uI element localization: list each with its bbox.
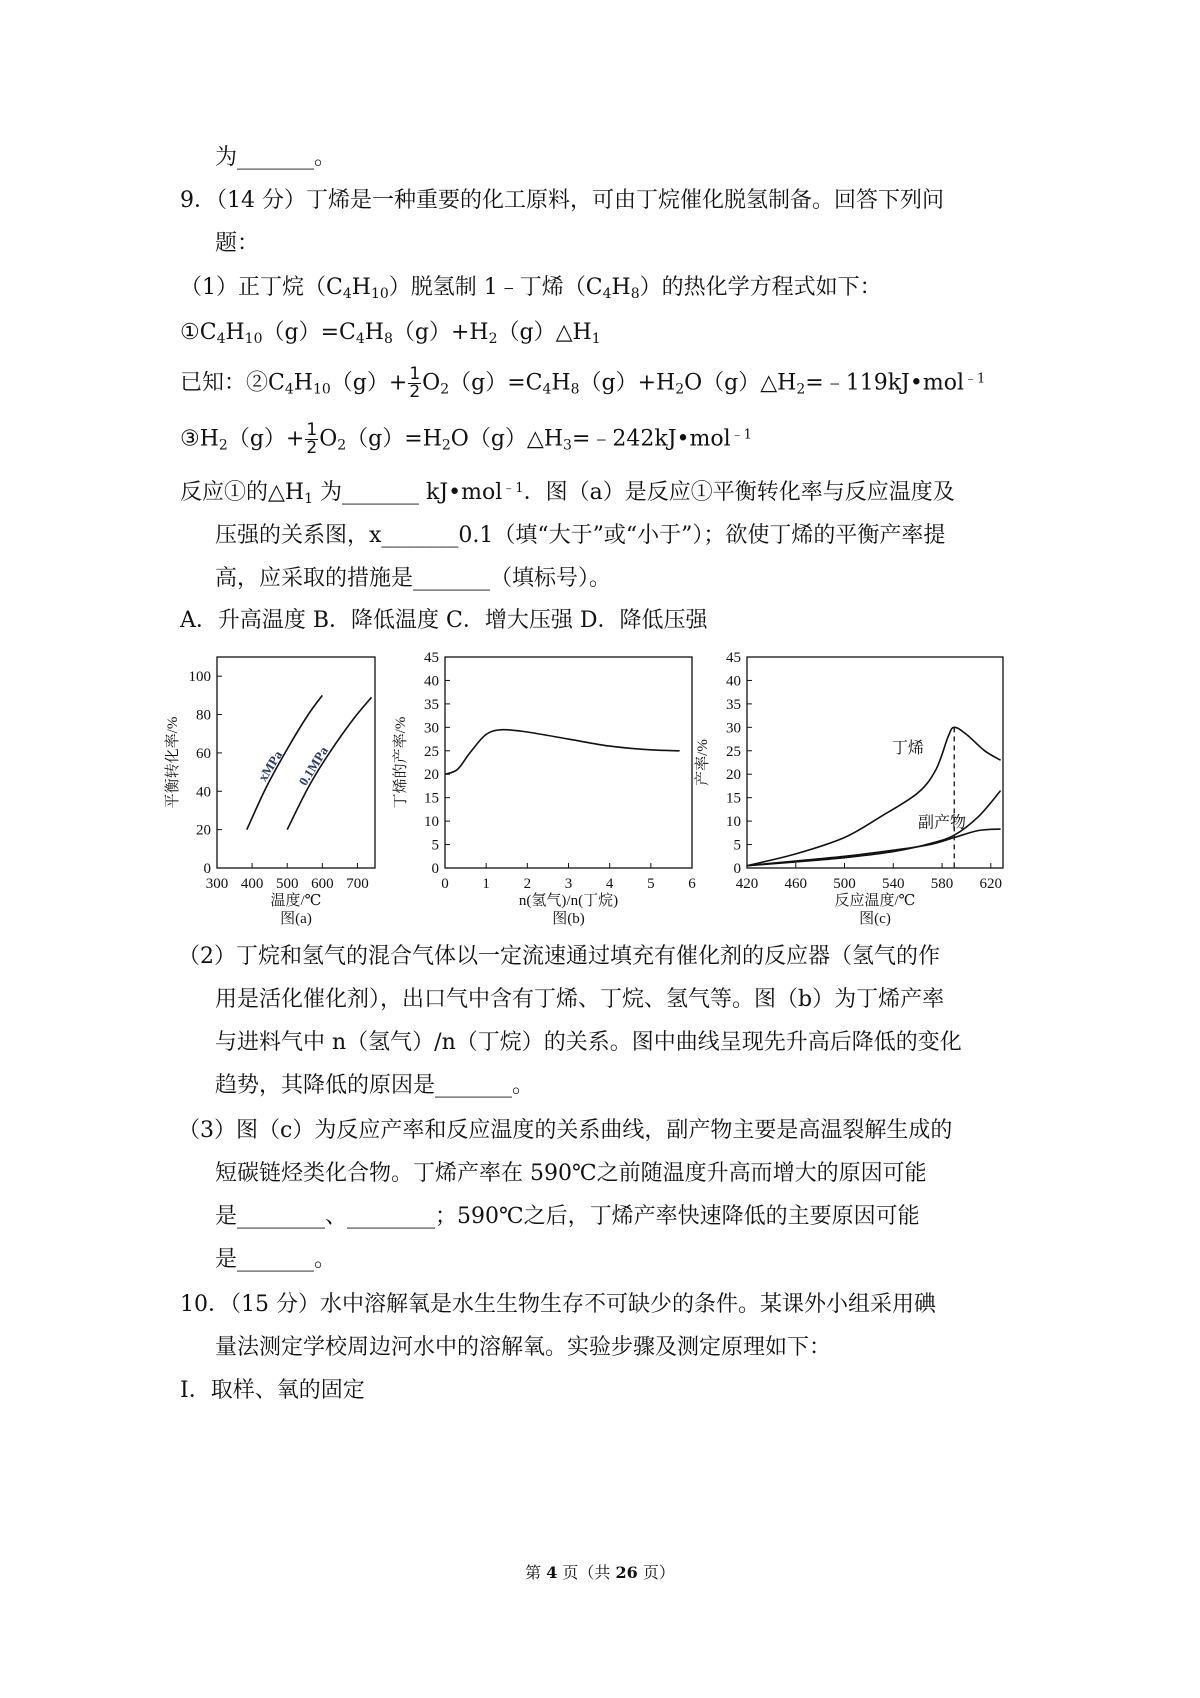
x-tick-label: 460	[784, 876, 808, 892]
equation-2	[180, 366, 985, 401]
chart-caption: 图(b)	[552, 911, 585, 927]
t: 10	[370, 286, 389, 302]
y-tick-label: 5	[431, 837, 439, 854]
x-tick-label: 2	[523, 876, 532, 892]
t: 4	[542, 381, 552, 398]
y-tick-label: 5	[733, 837, 741, 854]
figure-charts	[0, 645, 1200, 945]
x-tick-label: 500	[275, 876, 299, 892]
t: ﹣1	[963, 371, 986, 387]
chart-1	[391, 650, 696, 927]
t: O（g）△H	[450, 426, 564, 452]
t: 2	[675, 381, 685, 398]
text-line-part3: （3）图（c）为反应产率和反应温度的关系曲线，副产物主要是高温裂解生成的	[178, 1118, 953, 1143]
t: H	[351, 275, 371, 300]
x-tick-label: 580	[930, 876, 954, 892]
t: O	[422, 370, 441, 396]
y-tick-label: 15	[726, 790, 741, 807]
equation-1	[180, 318, 601, 348]
t: O	[319, 426, 338, 452]
page-footer	[0, 1560, 1200, 1583]
t: 2	[337, 437, 347, 454]
chart-0	[164, 657, 375, 927]
t: O（g）△H	[684, 370, 797, 396]
text-line-part1	[180, 273, 882, 303]
t: 已知：②C	[180, 370, 285, 396]
t: ．图（a）是反应①平衡转化率与反应温度及	[523, 480, 955, 505]
question-9-heading: 9．（14 分）丁烯是一种重要的化工原料，可由丁烷催化脱氢制备。回答下列问	[180, 188, 944, 213]
equation-3	[180, 422, 752, 457]
t: 1	[304, 491, 314, 507]
text-line: 题：	[215, 231, 260, 256]
t: 2	[796, 381, 806, 398]
t: 10	[244, 331, 263, 347]
x-axis-label: n(氢气)/n(丁烷)	[518, 893, 619, 909]
y-tick-label: 20	[726, 767, 741, 784]
t: （g）△H	[497, 320, 592, 345]
text-line: 是________、________；590℃之后，丁烯产率快速降低的主要原因可能	[215, 1204, 920, 1229]
y-axis-label: 产率/%	[695, 739, 711, 786]
t: H	[611, 275, 631, 300]
series-label-butene: 丁烯	[891, 740, 924, 758]
y-tick-label: 40	[196, 784, 211, 801]
x-tick-label: 0	[441, 876, 449, 892]
x-tick-label: 5	[647, 876, 655, 892]
t: ①C	[180, 320, 217, 345]
y-tick-label: 40	[424, 673, 439, 690]
chart-caption: 图(c)	[859, 911, 891, 927]
t: ）脱氢制 1﹣丁烯（C	[388, 275, 603, 300]
t: ﹣1	[502, 481, 524, 496]
t: H	[364, 320, 384, 345]
x-tick-label: 3	[564, 876, 573, 892]
x-tick-label: 600	[311, 876, 334, 892]
y-tick-label: 45	[726, 650, 741, 666]
t: ）的热化学方程式如下：	[639, 275, 882, 300]
footer-text: 页（共	[557, 1563, 616, 1582]
t: （g）+	[227, 426, 305, 452]
t: ③H	[180, 426, 219, 452]
y-tick-label: 100	[188, 669, 211, 686]
series-label-xmpa: xMPa	[254, 747, 286, 784]
t: 8	[383, 331, 393, 347]
y-tick-label: 35	[424, 696, 439, 713]
numerator: 1	[306, 420, 318, 440]
x-tick-label: 300	[205, 876, 229, 892]
series-line-1	[287, 697, 371, 829]
y-tick-label: 30	[424, 720, 439, 737]
series-label-byproduct: 副产物	[918, 814, 967, 832]
fraction	[305, 422, 318, 457]
x-tick-label: 6	[688, 876, 696, 892]
y-tick-label: 80	[196, 707, 211, 724]
t: 2	[218, 437, 228, 454]
x-axis-label: 温度/℃	[270, 893, 322, 909]
t: 4	[216, 331, 226, 347]
page-number: 4	[546, 1563, 558, 1582]
y-tick-label: 10	[424, 814, 439, 831]
plot-frame	[747, 657, 1003, 868]
t: （g）=C	[449, 370, 543, 396]
t: （1）正丁烷（C	[180, 275, 343, 300]
numerator: 1	[409, 364, 421, 384]
t: 4	[602, 286, 612, 302]
t: 2	[488, 331, 498, 347]
plot-frame	[445, 657, 692, 868]
t: ﹣1	[730, 427, 752, 443]
y-tick-label: 10	[726, 814, 741, 831]
t: （g）+H	[579, 370, 676, 396]
text-line: 短碳链烃类化合物。丁烯产率在 590℃之前随温度升高而增大的原因可能	[215, 1161, 927, 1186]
t: （g）=C	[262, 320, 356, 345]
t: 10	[312, 381, 331, 398]
t: 为_______ kJ•mol	[313, 480, 503, 505]
series-line-2	[747, 829, 1001, 866]
x-tick-label: 700	[346, 876, 369, 892]
chart-caption: 图(a)	[280, 911, 312, 927]
y-tick-label: 60	[196, 745, 211, 762]
text-line: 用是活化催化剂），出口气中含有丁烯、丁烷、氢气等。图（b）为丁烯产率	[215, 987, 945, 1012]
footer-text: 第	[525, 1563, 547, 1582]
x-axis-label: 反应温度/℃	[834, 893, 916, 909]
y-tick-label: 0	[203, 861, 211, 877]
chart-2	[694, 650, 1003, 927]
text-line: 压强的关系图，x_______0.1（填“大于”或“小于”）；欲使丁烯的平衡产率提	[215, 523, 946, 548]
t: （g）=H	[346, 426, 442, 452]
text-line: 趋势，其降低的原因是_______。	[215, 1073, 535, 1098]
t: 4	[342, 286, 352, 302]
t: 8	[630, 286, 640, 302]
y-tick-label: 15	[424, 790, 439, 807]
x-tick-label: 540	[882, 876, 905, 892]
text-line: 高，应采取的措施是_______（填标号）。	[215, 566, 612, 591]
y-axis-label: 丁烯的产率/%	[393, 716, 409, 809]
x-tick-label: 1	[482, 876, 490, 892]
t: 4	[284, 381, 294, 398]
t: =﹣242kJ•mol	[571, 426, 731, 452]
t: 2	[440, 381, 450, 398]
y-tick-label: 0	[733, 861, 741, 877]
y-tick-label: 0	[431, 861, 439, 877]
plot-frame	[217, 657, 375, 868]
x-tick-label: 400	[240, 876, 264, 892]
t: =﹣119kJ•mol	[805, 370, 964, 396]
x-tick-label: 4	[605, 876, 614, 892]
denominator: 2	[409, 382, 421, 402]
t: H	[551, 370, 571, 396]
fraction	[408, 366, 421, 401]
footer-text: 页）	[637, 1563, 675, 1582]
x-tick-label: 620	[979, 876, 1003, 892]
text-line	[180, 478, 955, 508]
text-line: 为_______。	[215, 145, 337, 170]
y-tick-label: 35	[726, 696, 741, 713]
y-tick-label: 25	[424, 743, 439, 760]
series-line-0	[445, 730, 680, 775]
x-tick-label: 420	[735, 876, 759, 892]
section-heading: Ⅰ．取样、氧的固定	[180, 1378, 365, 1403]
series-label-0.1mpa: 0.1MPa	[295, 743, 331, 789]
t: H	[293, 370, 313, 396]
denominator: 2	[306, 438, 318, 458]
page-total: 26	[615, 1563, 638, 1582]
y-tick-label: 20	[196, 822, 211, 839]
x-tick-label: 500	[833, 876, 856, 892]
y-tick-label: 30	[726, 720, 741, 737]
y-tick-label: 20	[424, 767, 439, 784]
y-axis-label: 平衡转化率/%	[165, 716, 181, 809]
series-line-0	[747, 727, 1001, 865]
t: （g）+	[330, 370, 408, 396]
t: 4	[355, 331, 365, 347]
text-line: 是_______。	[215, 1247, 337, 1272]
question-10-heading: 10．（15 分）水中溶解氧是水生生物生存不可缺少的条件。某课外小组采用碘	[180, 1292, 936, 1317]
t: 反应①的△H	[180, 480, 305, 505]
y-tick-label: 25	[726, 743, 741, 760]
t: 3	[563, 437, 572, 454]
t: 8	[570, 381, 580, 398]
t: 1	[591, 331, 601, 347]
answer-options: A．升高温度 B．降低温度 C．增大压强 D．降低压强	[180, 608, 708, 633]
t: （g）+H	[392, 320, 489, 345]
text-line: 与进料气中 n（氢气）/n（丁烷）的关系。图中曲线呈现先升高后降低的变化	[215, 1030, 962, 1055]
y-tick-label: 45	[424, 650, 439, 666]
text-line: 量法测定学校周边河水中的溶解氧。实验步骤及测定原理如下：	[215, 1335, 832, 1360]
y-tick-label: 40	[726, 673, 741, 690]
text-line-part2: （2）丁烷和氢气的混合气体以一定流速通过填充有催化剂的反应器（氢气的作	[178, 944, 940, 969]
t: H	[225, 320, 245, 345]
t: 2	[441, 437, 451, 454]
